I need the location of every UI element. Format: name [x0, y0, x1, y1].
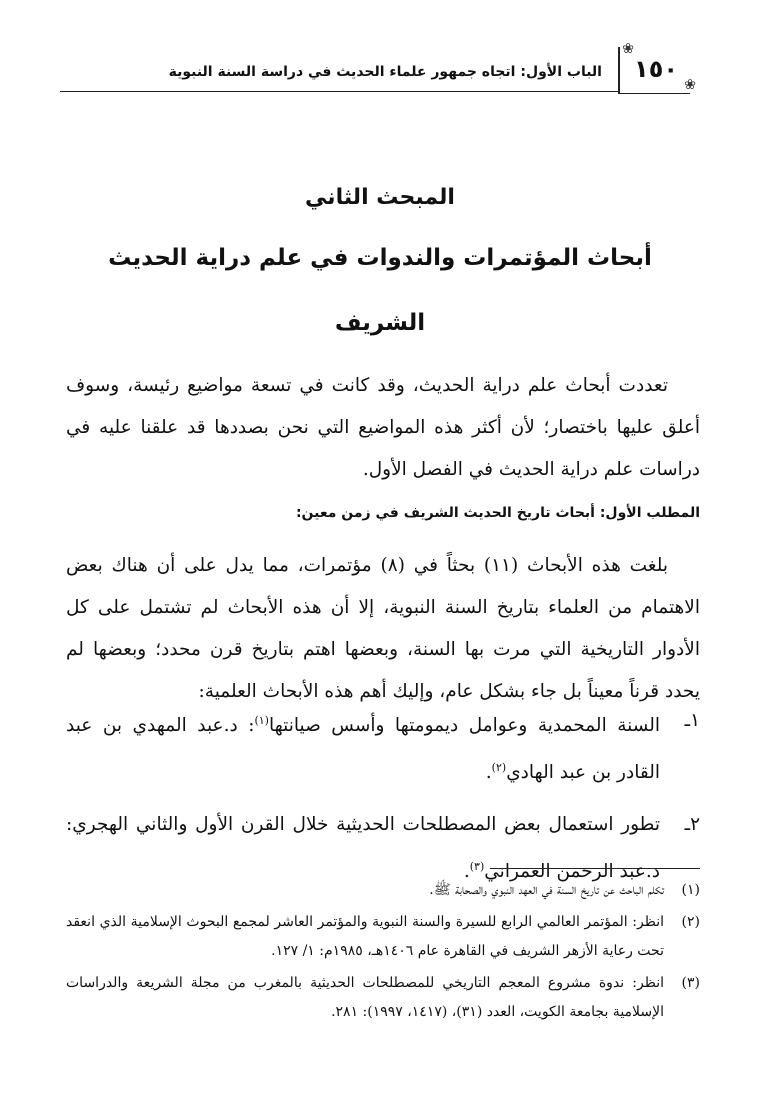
page-header [60, 41, 696, 95]
list-item-end: . [485, 762, 492, 784]
section-title-line1: أبحاث المؤتمرات والندوات في علم دراية الحديث [108, 245, 652, 271]
list-item-end: . [463, 861, 470, 883]
flower-ornament-icon: ❀ [684, 77, 696, 93]
section-label: المبحث الثاني [305, 185, 455, 210]
footnote [66, 876, 700, 905]
footnote-ref[interactable]: (١) [254, 714, 269, 727]
list-item-author: : د.عبد المهدي بن عبد القادر بن عبد الهادي [66, 715, 660, 784]
body-paragraph: بلغت هذه الأبحاث (١١) بحثاً في (٨) مؤتمرات، مما يدل على أن هناك بعض الاهتمام من العلماء بتاريخ السنة النبوية، إلا أن هذه الأبحاث لم تشتمل على كل الأدوار التاريخية التي مرت بها السنة، وبعضها اهتم بتاريخ قرن محدد؛ وبعضها لم يحدد قرناً معيناً بل جاء بشكل عام، وإليك أهم هذه الأبحاث العلمية: [66, 555, 700, 702]
flower-ornament-icon: ❀ [622, 41, 634, 57]
subsection-heading: المطلب الأول: أبحاث تاريخ الحديث الشريف في زمن معين: [295, 505, 700, 521]
list-item-title: تطور استعمال بعض المصطلحات الحديثية خلال القرن الأول والثاني الهجري: د.عبد الرحمن العمراني [66, 814, 660, 883]
research-list [66, 700, 700, 903]
list-item [66, 700, 700, 794]
list-item-title: السنة المحمدية وعوامل ديمومتها وأسس صيانتها [268, 715, 660, 737]
footnote-ref[interactable]: (٢) [491, 761, 507, 775]
footnote-number: (١) [681, 882, 700, 898]
footnote [66, 908, 700, 966]
footnote-number: (٢) [681, 914, 700, 930]
footnote-text: تكلم الباحث عن تاريخ السنة في العهد النبوي والصحابة ﷺ. [429, 882, 664, 898]
footnote-text: انظر: ندوة مشروع المعجم التاريخي للمصطلحات الحديثية بالمغرب من مجلة الشريعة والدراسات الإسلامية بجامعة الكويت، العدد (٣١)، (١٤١٧، ١٩٩٧): ٢٨١. [66, 975, 664, 1020]
header-divider [60, 91, 620, 92]
footnotes [66, 876, 700, 1030]
page-number-box [618, 41, 696, 94]
footnote-text: انظر: المؤتمر العالمي الرابع للسيرة والسنة النبوية والمؤتمر العاشر لمجمع البحوث الإسلامية الذي انعقد تحت رعاية الأزهر الشريف في القاهرة عام ١٤٠٦هـ، ١٩٨٥م: ١/ ١٢٧. [66, 914, 664, 959]
list-item-number: ٢ـ [684, 814, 700, 836]
page-number: ١٥٠ [634, 55, 678, 83]
list-item-number: ١ـ [684, 710, 700, 731]
intro-paragraph: تعددت أبحاث علم دراية الحديث، وقد كانت في تسعة مواضيع رئيسة، وسوف أعلق عليها باختصار؛ لأن أكثر هذه المواضيع التي نحن بصددها قد علقنا عليه في دراسات علم دراية الحديث في الفصل الأول. [66, 375, 700, 480]
footnote [66, 969, 700, 1027]
footnote-ref[interactable]: (٣) [469, 860, 485, 874]
list-item-text [66, 700, 660, 794]
footnote-divider [490, 868, 700, 869]
running-title: الباب الأول: اتجاه جمهور علماء الحديث في دراسة السنة النبوية [168, 64, 602, 80]
section-title-line2: الشريف [334, 310, 426, 336]
footnote-number: (٣) [681, 975, 700, 991]
